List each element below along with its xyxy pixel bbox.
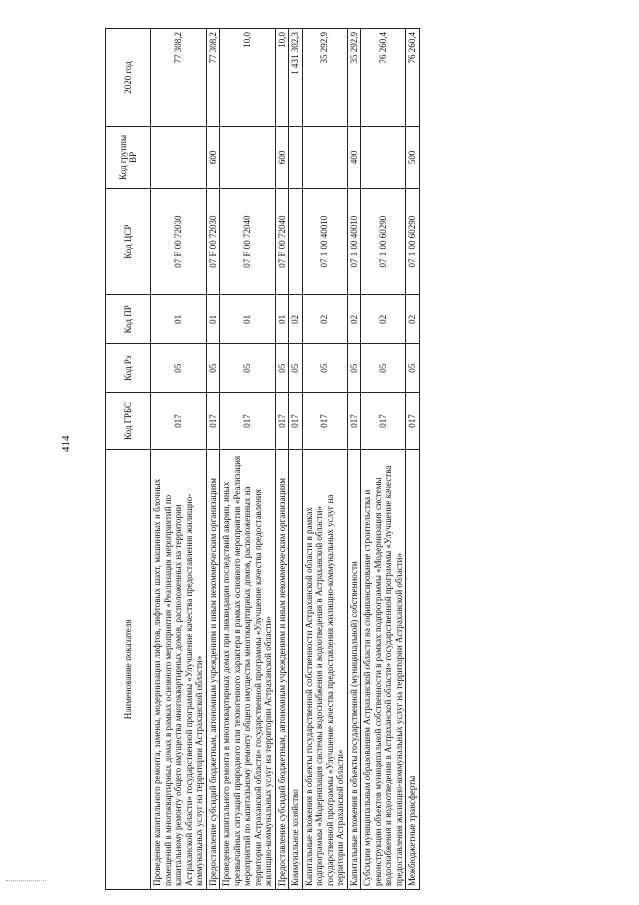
row-name: Проведение капитального ремонта в многоквартирных домах при ликвидации последствий аварии, иных чрезвычайных ситуаций природного или техногенного характера в рамках основного мероприятия «Реализация мероприятий по капитальному ремонту общего имущества многоквартирных домов, расположенных на территории Астраханской области» государственной программы «Улучшение качества предоставления жилищно-коммунальных услуг на территории Астраханской области»	[220, 449, 276, 889]
row-grbs: 017	[361, 393, 406, 450]
row-vr	[151, 126, 207, 188]
header-name: Наименование показателя	[106, 449, 151, 889]
header-pr: Код ПР	[106, 295, 151, 344]
header-grbs: Код ГРБС	[106, 393, 151, 450]
table-row	[220, 29, 276, 890]
row-name: Проведение капитального ремонта, замены, модернизации лифтов, лифтовых шахт, машинных и блочных помещений в многоквартирных домах в рамках основного мероприятия «Реализация мероприятий по капитальному ремонту общего имущества многоквартирных домов, расположенных на территории Астраханской области» государственной программы «Улучшение качества предоставления жилищно-коммунальных услуг на территории Астраханской области»	[151, 449, 207, 889]
row-grbs: 017	[347, 393, 361, 450]
header-csr: Код ЦСР	[106, 188, 151, 295]
scan-edge-line	[6, 880, 46, 882]
budget-table	[105, 28, 420, 890]
row-rz: 05	[151, 344, 207, 393]
row-vr: 600	[275, 126, 289, 188]
row-vr	[361, 126, 406, 188]
table-row	[361, 29, 406, 890]
row-rz: 05	[275, 344, 289, 393]
row-pr: 01	[206, 295, 220, 344]
row-csr: 07 1 00 60290	[361, 188, 406, 295]
header-rz: Код Рз	[106, 344, 151, 393]
row-vr	[302, 126, 347, 188]
row-grbs: 017	[302, 393, 347, 450]
row-csr: 07 F 00 72030	[206, 188, 220, 295]
row-name: Капитальные вложения в объекты государственной (муниципальной) собственности	[347, 449, 361, 889]
row-csr: 07 F 00 72030	[151, 188, 207, 295]
row-pr: 02	[289, 295, 303, 344]
row-grbs: 017	[289, 393, 303, 450]
table-row	[289, 29, 303, 890]
row-pr: 01	[220, 295, 276, 344]
table-row	[406, 29, 420, 890]
row-name: Коммунальное хозяйство	[289, 449, 303, 889]
row-vr	[289, 126, 303, 188]
table-row	[302, 29, 347, 890]
row-csr: 07 1 00 40010	[302, 188, 347, 295]
row-rz: 05	[220, 344, 276, 393]
row-rz: 05	[302, 344, 347, 393]
row-pr: 02	[302, 295, 347, 344]
row-grbs: 017	[220, 393, 276, 450]
row-pr: 01	[151, 295, 207, 344]
header-year: 2020 год	[106, 29, 151, 127]
header-vr: Код группы ВР	[106, 126, 151, 188]
row-sum: 77 308,2	[206, 29, 220, 127]
row-sum: 35 292,9	[302, 29, 347, 127]
row-rz: 05	[206, 344, 220, 393]
row-name: Предоставление субсидий бюджетным, автономным учреждениям и иным некоммерческим организациям	[206, 449, 220, 889]
row-rz: 05	[361, 344, 406, 393]
row-pr: 02	[361, 295, 406, 344]
table-row	[347, 29, 361, 890]
row-csr: 07 F 00 72040	[220, 188, 276, 295]
row-rz: 05	[406, 344, 420, 393]
page-number: 414	[60, 435, 72, 452]
row-sum: 76 260,4	[361, 29, 406, 127]
table-row	[206, 29, 220, 890]
row-vr: 500	[406, 126, 420, 188]
row-csr	[289, 188, 303, 295]
row-rz: 05	[347, 344, 361, 393]
table-row	[275, 29, 289, 890]
row-name: Субсидии муниципальным образованиям Астраханской области на софинансирование строительства и реконструкции объектов муниципальной собственности в рамках подпрограммы «Модернизация системы водоснабжения и водоотведения в Астраханской области» государственной программы «Улучшение качества предоставления жилищно-коммунальных услуг на территории Астраханской области»	[361, 449, 406, 889]
row-sum: 10,0	[220, 29, 276, 127]
row-pr: 02	[347, 295, 361, 344]
row-name: Межбюджетные трансферты	[406, 449, 420, 889]
row-name: Капитальные вложения в объекты государственной собственности Астраханской области в рамках подпрограммы «Модернизация системы водоснабжения и водоотведения в Астраханской области» государственной программы «Улучшение качества предоставления жилищно-коммунальных услуг на территории Астраханской области»	[302, 449, 347, 889]
row-name: Предоставление субсидий бюджетным, автономным учреждениям и иным некоммерческим организациям	[275, 449, 289, 889]
row-vr	[220, 126, 276, 188]
row-grbs: 017	[206, 393, 220, 450]
table-header-row	[106, 29, 151, 890]
row-csr: 07 1 00 60290	[406, 188, 420, 295]
row-pr: 02	[406, 295, 420, 344]
row-csr: 07 1 00 40010	[347, 188, 361, 295]
row-vr: 600	[206, 126, 220, 188]
row-vr: 400	[347, 126, 361, 188]
row-grbs: 017	[406, 393, 420, 450]
row-sum: 10,0	[275, 29, 289, 127]
row-pr: 01	[275, 295, 289, 344]
row-grbs: 017	[275, 393, 289, 450]
row-sum: 35 292,9	[347, 29, 361, 127]
row-sum: 77 308,2	[151, 29, 207, 127]
row-sum: 76 260,4	[406, 29, 420, 127]
row-rz: 05	[289, 344, 303, 393]
row-grbs: 017	[151, 393, 207, 450]
row-csr: 07 F 00 72040	[275, 188, 289, 295]
table-row	[151, 29, 207, 890]
row-sum: 1 431 302,3	[289, 29, 303, 127]
